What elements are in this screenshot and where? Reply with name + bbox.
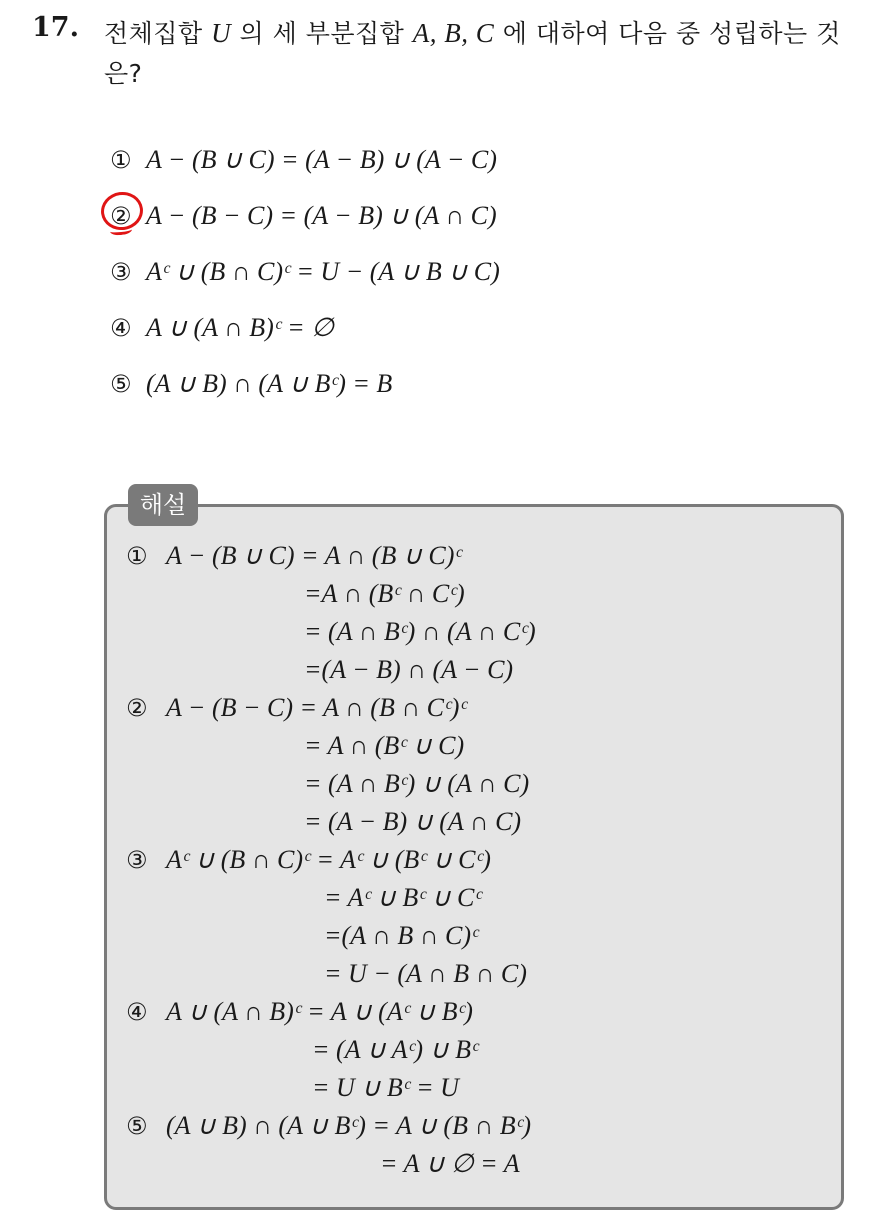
question-text-mid: 의 세 부분집합: [239, 19, 405, 48]
choice-1-number: ①: [110, 146, 132, 174]
solution-line-5-text: A − (B − C) = A ∩ (B ∩ Cᶜ)ᶜ: [166, 693, 467, 722]
solution-line-4: =(A − B) ∩ (A − C): [304, 655, 514, 684]
question-text-post: 에 대하여 다음 중 성립하는 것: [502, 19, 841, 48]
solution-line-12: = U − (A ∩ B ∩ C): [324, 959, 527, 988]
choice-4-number: ④: [110, 314, 132, 342]
choice-4-text: A ∪ (A ∩ B)ᶜ = ∅: [146, 313, 334, 342]
choice-5-text: (A ∪ B) ∩ (A ∪ Bᶜ) = B: [146, 369, 393, 398]
solution-line-16-text: (A ∪ B) ∩ (A ∪ Bᶜ) = A ∪ (B ∩ Bᶜ): [166, 1111, 532, 1140]
solution-line-5: [126, 690, 466, 726]
solution-line-8: = (A − B) ∪ (A ∩ C): [304, 807, 522, 836]
solution-line-9-text: Aᶜ ∪ (B ∩ C)ᶜ = Aᶜ ∪ (Bᶜ ∪ Cᶜ): [166, 845, 491, 874]
solution-line-13-number: ④: [126, 998, 148, 1026]
solution-line-7: = (A ∩ Bᶜ) ∪ (A ∩ C): [304, 769, 530, 798]
solution-line-15: = U ∪ Bᶜ = U: [312, 1073, 459, 1102]
question-number: 17.: [32, 12, 79, 43]
solution-line-3: = (A ∩ Bᶜ) ∩ (A ∩ Cᶜ): [304, 617, 536, 646]
choice-1-text: A − (B ∪ C) = (A − B) ∪ (A − C): [146, 145, 497, 174]
solution-line-16-number: ⑤: [126, 1112, 148, 1140]
choice-5[interactable]: [110, 364, 392, 404]
question-text-line2: 은?: [104, 59, 143, 88]
universal-set-symbol: U: [211, 18, 232, 48]
choice-2-text: A − (B − C) = (A − B) ∪ (A ∩ C): [146, 201, 497, 230]
solution-line-16: [126, 1108, 531, 1144]
choice-1[interactable]: [110, 140, 497, 180]
solution-line-1-number: ①: [126, 542, 148, 570]
choice-4[interactable]: [110, 308, 334, 348]
choice-3-number: ③: [110, 258, 132, 286]
question-text-line1: [104, 14, 841, 50]
solution-line-1-text: A − (B ∪ C) = A ∩ (B ∪ C)ᶜ: [166, 541, 462, 570]
solution-line-13: [126, 994, 473, 1030]
solution-tag: 해설: [128, 484, 198, 526]
solution-line-6: = A ∩ (Bᶜ ∪ C): [304, 731, 465, 760]
subset-symbols: A, B, C: [412, 18, 495, 48]
solution-line-9: [126, 842, 491, 878]
solution-line-11: =(A ∩ B ∩ C)ᶜ: [324, 921, 478, 950]
solution-line-13-text: A ∪ (A ∩ B)ᶜ = A ∪ (Aᶜ ∪ Bᶜ): [166, 997, 473, 1026]
solution-line-9-number: ③: [126, 846, 148, 874]
choice-3-text: Aᶜ ∪ (B ∩ C)ᶜ = U − (A ∪ B ∪ C): [146, 257, 500, 286]
solution-line-1: [126, 538, 461, 574]
choice-2[interactable]: [110, 196, 497, 236]
solution-line-2: =A ∩ (Bᶜ ∩ Cᶜ): [304, 579, 465, 608]
choice-5-number: ⑤: [110, 370, 132, 398]
solution-line-5-number: ②: [126, 694, 148, 722]
choice-2-number: ②: [110, 202, 132, 230]
choice-3[interactable]: [110, 252, 500, 292]
solution-line-10: = Aᶜ ∪ Bᶜ ∪ Cᶜ: [324, 883, 482, 912]
solution-line-14: = (A ∪ Aᶜ) ∪ Bᶜ: [312, 1035, 478, 1064]
question-text-pre: 전체집합: [104, 19, 203, 48]
solution-line-17: = A ∪ ∅ = A: [380, 1149, 520, 1178]
